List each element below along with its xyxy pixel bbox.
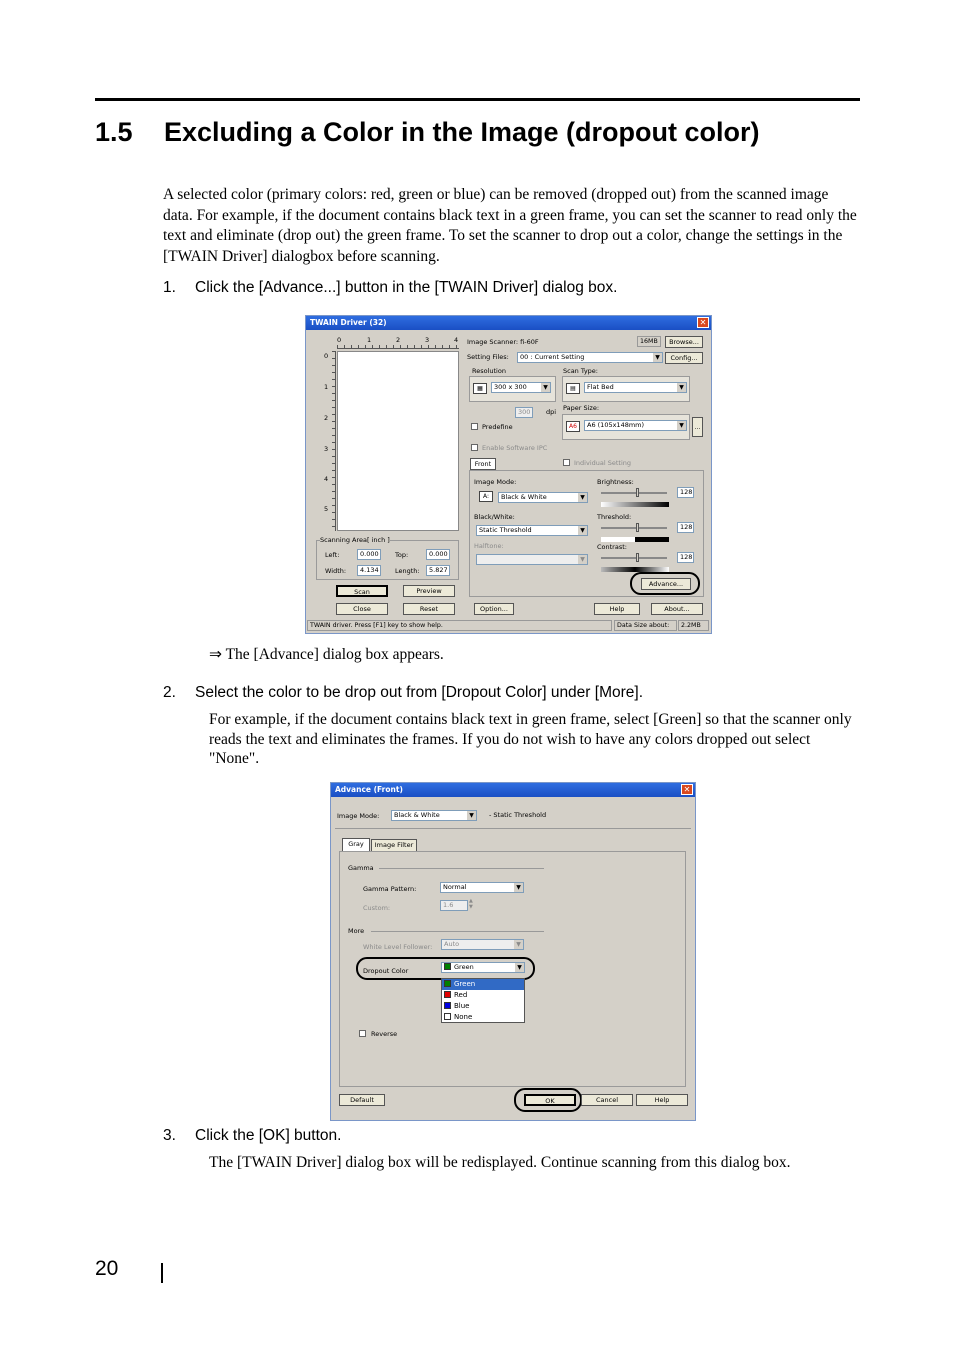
data-size-value: 2.2MB: [678, 620, 709, 631]
paper-size-label: Paper Size:: [563, 404, 600, 412]
flatbed-icon: ▤: [566, 383, 580, 394]
advance-title-bar: Advance (Front): [331, 783, 695, 797]
tab-gray[interactable]: Gray: [342, 838, 370, 852]
threshold-slider[interactable]: [601, 527, 667, 529]
individual-setting-checkbox[interactable]: [563, 459, 570, 466]
threshold-thumb[interactable]: [636, 523, 639, 532]
left-field[interactable]: 0.000: [357, 549, 381, 560]
step-1: 1. Click the [Advance...] button in the [TWAIN Driver] dialog box.: [163, 279, 618, 296]
page-number-bar: [161, 1263, 163, 1283]
threshold-field[interactable]: 128: [677, 522, 694, 533]
preview-area[interactable]: [337, 351, 459, 531]
left-label: Left:: [325, 551, 340, 559]
divider: [335, 828, 691, 829]
brightness-ramp: [601, 502, 669, 507]
status-text: TWAIN driver. Press [F1] key to show help.: [307, 620, 612, 631]
threshold-ramp: [601, 537, 669, 542]
config-button[interactable]: Config...: [665, 352, 703, 364]
width-label: Width:: [325, 567, 347, 575]
custom-label: Custom:: [363, 904, 391, 912]
resolution-label: Resolution: [472, 367, 506, 375]
close-icon[interactable]: ✕: [697, 317, 709, 328]
dropout-highlight-oval: [356, 957, 535, 980]
ruler-mark: 3: [425, 336, 430, 344]
preview-button[interactable]: Preview: [403, 585, 455, 597]
step-2-text: Select the color to be drop out from [Dropout Color] under [More].: [195, 684, 644, 701]
step-3-text: Click the [OK] button.: [195, 1127, 342, 1144]
browse-button[interactable]: Browse...: [665, 336, 703, 348]
default-button[interactable]: Default: [339, 1094, 385, 1106]
step-2: 2. Select the color to be drop out from [Dropout Color] under [More].: [163, 684, 644, 701]
chevron-down-icon: ▼: [653, 353, 662, 362]
length-label: Length:: [395, 567, 420, 575]
adv-image-mode-dropdown[interactable]: Black & White ▼: [391, 810, 477, 821]
about-button[interactable]: About...: [651, 603, 703, 615]
white-level-label: White Level Follower:: [363, 943, 433, 951]
memory-label: 16MB: [637, 336, 661, 347]
dropout-color-label: Dropout Color: [363, 967, 409, 975]
halftone-label: Halftone:: [474, 542, 504, 550]
predefine-checkbox[interactable]: [471, 423, 478, 430]
enable-ipc-checkbox[interactable]: [471, 444, 478, 451]
brightness-thumb[interactable]: [636, 488, 639, 497]
brightness-field[interactable]: 128: [677, 487, 694, 498]
scan-button[interactable]: Scan: [336, 585, 388, 597]
paper-icon: A6: [566, 421, 580, 432]
step-3: 3. Click the [OK] button.: [163, 1127, 342, 1144]
enable-ipc-label: Enable Software IPC: [482, 444, 548, 452]
more-group-label: More: [348, 927, 365, 935]
dropout-option-green[interactable]: Green: [442, 979, 524, 990]
image-mode-label: Image Mode:: [474, 478, 517, 486]
brightness-label: Brightness:: [597, 478, 634, 486]
gamma-pattern-dropdown[interactable]: Normal ▼: [440, 882, 524, 893]
chevron-down-icon: ▼: [578, 526, 587, 535]
help-button[interactable]: Help: [594, 603, 640, 615]
step-1-text: Click the [Advance...] button in the [TWAIN Driver] dialog box.: [195, 279, 618, 296]
mode-note: - Static Threshold: [489, 811, 547, 819]
length-field[interactable]: 5.827: [426, 565, 450, 576]
dropout-option-blue[interactable]: Blue: [442, 1001, 524, 1012]
divider: [379, 868, 544, 869]
chevron-down-icon: ▼: [514, 883, 523, 892]
step-3-detail: The [TWAIN Driver] dialog box will be redisplayed. Continue scanning from this dialog box.: [209, 1154, 791, 1171]
tab-image-filter[interactable]: Image Filter: [371, 839, 417, 852]
individual-setting-label: Individual Setting: [574, 459, 631, 467]
adv-image-mode-label: Image Mode:: [337, 812, 380, 820]
close-icon[interactable]: ✕: [681, 784, 693, 795]
advance-button[interactable]: Advance...: [641, 578, 691, 590]
image-mode-icon: A:: [479, 491, 493, 502]
data-size-label: Data Size about:: [614, 620, 677, 631]
contrast-thumb[interactable]: [636, 553, 639, 562]
twain-title-bar: TWAIN Driver (32): [306, 316, 711, 330]
reverse-checkbox[interactable]: [359, 1030, 366, 1037]
close-button[interactable]: Close: [336, 603, 388, 615]
ruler-mark: 2: [396, 336, 401, 344]
reverse-label: Reverse: [371, 1030, 398, 1038]
top-label: Top:: [395, 551, 409, 559]
scan-type-dropdown[interactable]: Flat Bed ▼: [584, 382, 687, 393]
chevron-down-icon: ▼: [677, 421, 686, 430]
step-1-result: ⇒ The [Advance] dialog box appears.: [209, 646, 444, 663]
divider: [371, 931, 544, 932]
chevron-down-icon: ▼: [578, 555, 587, 564]
section-title: Excluding a Color in the Image (dropout color): [164, 117, 760, 147]
gamma-pattern-label: Gamma Pattern:: [363, 885, 417, 893]
halftone-dropdown[interactable]: [476, 554, 588, 565]
width-field[interactable]: 4.134: [357, 565, 381, 576]
green-swatch-icon: [444, 980, 451, 987]
setting-files-dropdown[interactable]: 00 : Current Setting ▼: [517, 352, 663, 363]
ruler-mark: 1: [367, 336, 372, 344]
reset-button[interactable]: Reset: [403, 603, 455, 615]
ruler-mark: 2: [324, 414, 329, 422]
dropout-option-none[interactable]: None: [442, 1012, 524, 1023]
blue-swatch-icon: [444, 1002, 451, 1009]
custom-dpi-field[interactable]: 300: [515, 407, 533, 418]
scan-type-label: Scan Type:: [563, 367, 598, 375]
ruler-mark: 4: [324, 475, 329, 483]
paper-size-more-button[interactable]: ...: [692, 417, 703, 437]
ok-button[interactable]: OK: [524, 1094, 576, 1106]
chevron-down-icon: ▼: [515, 963, 524, 972]
chevron-down-icon: ▼: [467, 811, 476, 820]
white-level-dropdown[interactable]: Auto ▼: [441, 939, 524, 950]
predefine-label: Predefine: [482, 423, 513, 431]
top-rule: [95, 98, 860, 101]
bw-label: Black/White:: [474, 513, 515, 521]
help-button[interactable]: Help: [636, 1094, 688, 1106]
left-ruler: [332, 351, 336, 531]
chevron-down-icon: ▼: [514, 940, 523, 949]
ok-highlight-oval: [514, 1088, 582, 1112]
ruler-mark: 0: [324, 352, 329, 360]
setting-files-label: Setting Files:: [467, 353, 509, 361]
intro-paragraph: A selected color (primary colors: red, green or blue) can be removed (dropped out) from the scanned image data. For example, if the document contains black text in a green frame, you can set the scanner to read only the text and eliminate (drop out) the green frame. To set the scanner to drop out a color, change the settings in the [TWAIN Driver] dialogbox before scanning.: [163, 186, 857, 265]
advance-dialog: [330, 782, 696, 1121]
ruler-mark: 1: [324, 383, 329, 391]
custom-gamma-field[interactable]: 1.6: [440, 900, 468, 911]
scanning-area-label: Scanning Area[ inch ]: [320, 536, 390, 544]
section-number: 1.5: [95, 117, 133, 147]
contrast-label: Contrast:: [597, 543, 627, 551]
option-button[interactable]: Option...: [474, 603, 514, 615]
resolution-icon: ▦: [473, 383, 487, 394]
cancel-button[interactable]: Cancel: [581, 1094, 633, 1106]
section-heading: [95, 117, 760, 148]
gamma-group-label: Gamma: [348, 864, 374, 872]
resolution-dropdown[interactable]: 300 x 300 ▼: [491, 382, 551, 393]
contrast-slider[interactable]: [601, 557, 667, 559]
ruler-mark: 3: [324, 445, 329, 453]
chevron-down-icon: ▼: [541, 383, 550, 392]
top-field[interactable]: 0.000: [426, 549, 450, 560]
image-mode-dropdown[interactable]: Black & White ▼: [498, 492, 588, 503]
advance-highlight-oval: [630, 572, 700, 595]
tab-front[interactable]: Front: [470, 458, 496, 470]
red-swatch-icon: [444, 991, 451, 998]
twain-driver-dialog: [305, 315, 712, 634]
brightness-slider[interactable]: [601, 492, 667, 494]
chevron-down-icon: ▼: [677, 383, 686, 392]
top-ruler: [337, 345, 459, 349]
dropout-option-red[interactable]: Red: [442, 990, 524, 1001]
step-2-detail: For example, if the document contains black text in green frame, select [Green] so that the scanner only reads the text and eliminates the frames. If you do not wish to have any colors dropped out select "None".: [209, 711, 852, 767]
page-number: 20: [95, 1257, 119, 1280]
ruler-mark: 0: [337, 336, 342, 344]
ruler-mark: 4: [454, 336, 459, 344]
white-swatch-icon: [444, 1013, 451, 1020]
image-scanner-label: Image Scanner: fi-60F: [467, 338, 539, 346]
dropout-color-dropdown[interactable]: Green ▼: [441, 962, 525, 973]
bw-mode-dropdown[interactable]: Static Threshold ▼: [476, 525, 588, 536]
threshold-label: Threshold:: [597, 513, 632, 521]
chevron-down-icon: ▼: [578, 493, 587, 502]
dpi-label: dpi: [546, 408, 557, 416]
dropout-options-list[interactable]: [441, 978, 525, 1023]
spin-icon[interactable]: ▲ ▼: [469, 898, 473, 910]
contrast-field[interactable]: 128: [677, 552, 694, 563]
paper-size-dropdown[interactable]: A6 (105x148mm) ▼: [584, 420, 687, 431]
ruler-mark: 5: [324, 505, 329, 513]
